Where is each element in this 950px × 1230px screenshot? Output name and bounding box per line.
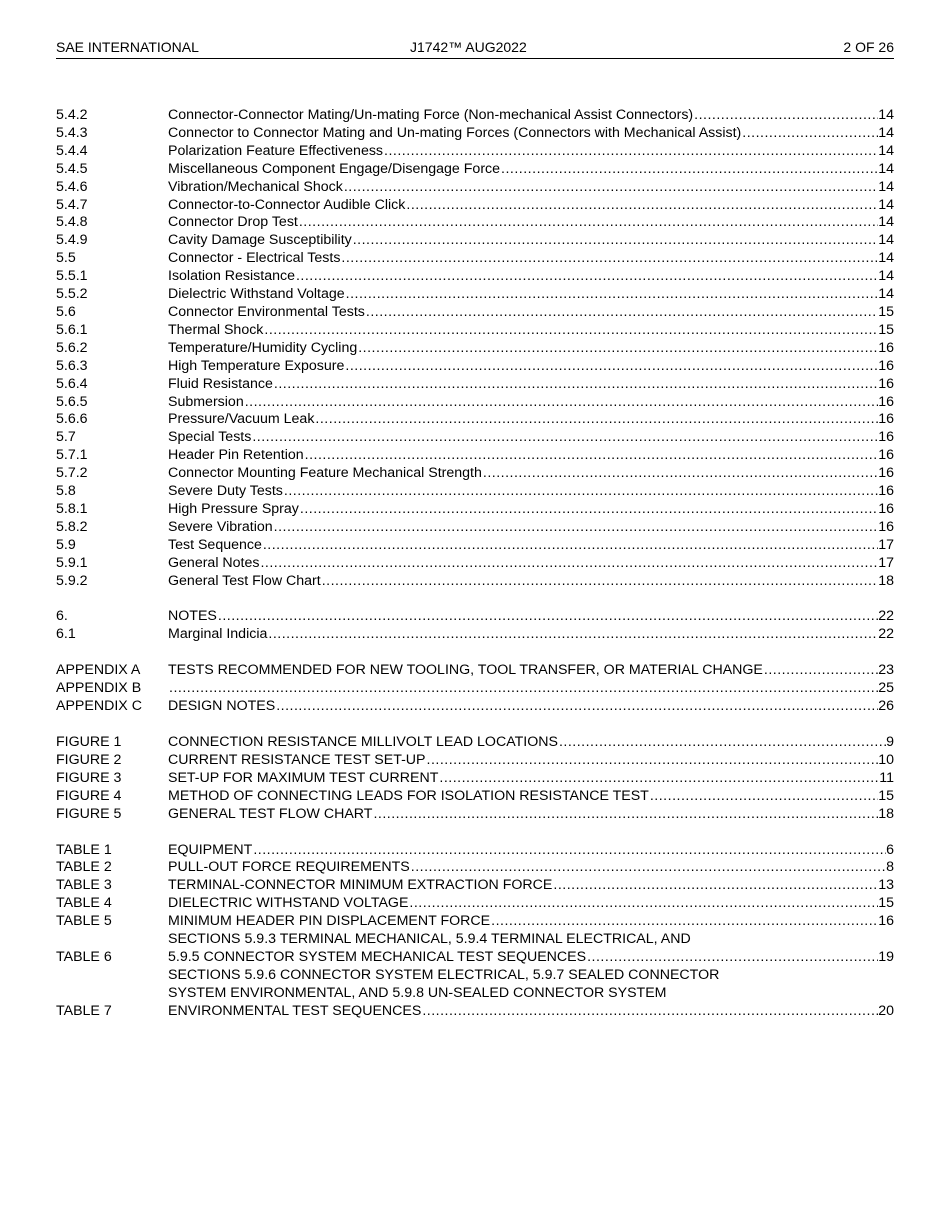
dot-leader xyxy=(244,394,879,412)
toc-entry-number: 5.4.5 xyxy=(56,160,88,177)
toc-entry-number: FIGURE 1 xyxy=(56,734,122,750)
toc-entry-title: DIELECTRIC WITHSTAND VOLTAGE xyxy=(168,895,409,912)
toc-entry[interactable] xyxy=(56,788,894,806)
dot-leader xyxy=(383,143,878,161)
toc-entry-number: TABLE 4 xyxy=(56,895,112,912)
toc-entry-title: Test Sequence xyxy=(168,536,262,553)
toc-entry-number: TABLE 1 xyxy=(56,841,112,858)
dot-leader xyxy=(314,411,878,429)
dot-leader xyxy=(552,877,878,895)
toc-entry[interactable] xyxy=(56,358,894,376)
toc-entry[interactable] xyxy=(56,573,894,591)
toc-entry-number: APPENDIX C xyxy=(56,698,142,715)
toc-entry-number: TABLE 2 xyxy=(56,859,112,876)
toc-entry[interactable] xyxy=(56,698,894,716)
toc-entry-number: 5.6.6 xyxy=(56,411,88,428)
dot-leader xyxy=(405,197,878,215)
toc-entry[interactable] xyxy=(56,376,894,394)
toc-entry-title: Special Tests xyxy=(168,429,252,446)
toc-entry-number: 5.7.1 xyxy=(56,447,88,464)
toc-entry[interactable] xyxy=(56,429,894,447)
dot-leader xyxy=(343,179,878,197)
toc-entry-page: 16 xyxy=(878,518,894,535)
toc-entry-page: 17 xyxy=(878,554,894,571)
toc-entry-title: Cavity Damage Susceptibility xyxy=(168,232,352,249)
toc-entry[interactable] xyxy=(56,877,894,895)
toc-entry-page: 8 xyxy=(886,859,894,876)
running-header xyxy=(56,38,894,59)
toc-entry-number: 5.5.2 xyxy=(56,286,88,303)
toc-entry[interactable] xyxy=(56,680,894,698)
toc-entry[interactable] xyxy=(56,322,894,340)
dot-leader xyxy=(558,734,886,752)
toc-entry[interactable] xyxy=(56,143,894,161)
toc-entry-number: 5.6.2 xyxy=(56,339,88,356)
toc-entry-page: 14 xyxy=(878,196,894,213)
toc-entry-number: 5.9.2 xyxy=(56,572,88,589)
toc-entry[interactable] xyxy=(56,340,894,358)
toc-entry-title: GENERAL TEST FLOW CHART xyxy=(168,805,373,822)
toc-entry-page: 16 xyxy=(878,465,894,482)
dot-leader xyxy=(251,429,878,447)
toc-entry[interactable] xyxy=(56,859,894,877)
dot-leader xyxy=(741,125,878,143)
toc-entry-number: 5.4.3 xyxy=(56,124,88,141)
dot-leader xyxy=(262,537,878,555)
toc-entry-title: Dielectric Withstand Voltage xyxy=(168,286,345,303)
toc-entry[interactable] xyxy=(56,967,894,1021)
toc-entry-title: EQUIPMENT xyxy=(168,841,253,858)
toc-entry[interactable] xyxy=(56,394,894,412)
toc-entry[interactable] xyxy=(56,806,894,824)
toc-entry-number: APPENDIX B xyxy=(56,680,142,697)
toc-entry-title-line: SECTIONS 5.9.6 CONNECTOR SYSTEM ELECTRICAL, 5.9.7 SEALED CONNECTOR xyxy=(168,966,720,983)
dot-leader xyxy=(372,806,878,824)
toc-entry-title: PULL-OUT FORCE REQUIREMENTS xyxy=(168,859,410,876)
dot-leader xyxy=(298,214,878,232)
dot-leader xyxy=(490,913,878,931)
toc-entry-title: High Pressure Spray xyxy=(168,500,299,517)
toc-entry-title: TERMINAL-CONNECTOR MINIMUM EXTRACTION FORCE xyxy=(168,877,553,894)
toc-entry-page: 18 xyxy=(878,805,894,822)
toc-entry[interactable] xyxy=(56,304,894,322)
toc-entry-title: Thermal Shock xyxy=(168,321,264,338)
toc-entry[interactable] xyxy=(56,895,894,913)
toc-entry-title: General Notes xyxy=(168,554,260,571)
toc-entry-title: Temperature/Humidity Cycling xyxy=(168,339,358,356)
toc-entry[interactable] xyxy=(56,268,894,286)
toc-entry-page: 14 xyxy=(878,250,894,267)
toc-group-appendices xyxy=(56,662,894,716)
toc-entry[interactable] xyxy=(56,537,894,555)
toc-entry-page: 6 xyxy=(886,841,894,858)
toc-entry-number: 5.9.1 xyxy=(56,554,88,571)
toc-entry-title: Connector Environmental Tests xyxy=(168,303,365,320)
toc-entry-page: 14 xyxy=(878,142,894,159)
toc-entry-title: Miscellaneous Component Engage/Disengage Force xyxy=(168,160,501,177)
toc-entry-title: DESIGN NOTES xyxy=(168,698,276,715)
toc-entry-title: Severe Duty Tests xyxy=(168,483,283,500)
toc-entry-page: 14 xyxy=(878,286,894,303)
toc-entry-page: 16 xyxy=(878,447,894,464)
toc-entry-page: 15 xyxy=(878,321,894,338)
toc-entry[interactable] xyxy=(56,161,894,179)
toc-entry-title: MINIMUM HEADER PIN DISPLACEMENT FORCE xyxy=(168,913,491,930)
toc-entry-number: FIGURE 2 xyxy=(56,751,122,768)
toc-entry[interactable] xyxy=(56,519,894,537)
toc-entry-page: 26 xyxy=(878,698,894,715)
toc-entry-page: 11 xyxy=(879,769,894,786)
toc-entry-page: 10 xyxy=(878,751,894,768)
dot-leader xyxy=(321,573,879,591)
toc-entry-title-line: SYSTEM ENVIRONMENTAL, AND 5.9.8 UN-SEALED CONNECTOR SYSTEM xyxy=(168,984,667,1001)
toc-entry-page: 9 xyxy=(886,734,894,750)
toc-entry[interactable] xyxy=(56,179,894,197)
toc-entry[interactable] xyxy=(56,214,894,232)
table-of-contents xyxy=(56,107,894,1039)
toc-entry-title: Connector Mounting Feature Mechanical Strength xyxy=(168,465,482,482)
toc-entry-page: 25 xyxy=(878,680,894,697)
toc-entry-number: APPENDIX A xyxy=(56,662,141,679)
toc-entry-number: FIGURE 3 xyxy=(56,769,122,786)
toc-entry[interactable] xyxy=(56,411,894,429)
toc-entry-number: 5.6 xyxy=(56,303,76,320)
dot-leader xyxy=(263,322,878,340)
toc-entry-number: 5.8.2 xyxy=(56,518,88,535)
toc-entry-title: Connector-Connector Mating/Un-mating Force (Non-mechanical Assist Connectors) xyxy=(168,107,694,123)
toc-entry[interactable] xyxy=(56,250,894,268)
toc-entry-number: FIGURE 5 xyxy=(56,805,122,822)
toc-entry[interactable] xyxy=(56,931,894,967)
toc-entry-page: 20 xyxy=(878,1002,894,1019)
toc-entry-number: 5.5.1 xyxy=(56,268,88,285)
toc-entry-title: Submersion xyxy=(168,393,244,410)
toc-group-figures xyxy=(56,734,894,824)
toc-group-notes xyxy=(56,608,894,644)
toc-entry[interactable] xyxy=(56,662,894,680)
toc-entry-title: Connector - Electrical Tests xyxy=(168,250,341,267)
dot-leader xyxy=(217,608,878,626)
dot-leader xyxy=(283,483,878,501)
dot-leader xyxy=(693,107,878,125)
toc-entry-number: 5.6.4 xyxy=(56,375,88,392)
toc-entry-title: ENVIRONMENTAL TEST SEQUENCES xyxy=(168,1002,422,1019)
toc-entry-number: 5.6.5 xyxy=(56,393,88,410)
dot-leader xyxy=(408,895,878,913)
toc-entry-page: 14 xyxy=(878,232,894,249)
dot-leader xyxy=(500,161,878,179)
toc-entry[interactable] xyxy=(56,555,894,573)
dot-leader xyxy=(340,250,878,268)
toc-entry[interactable] xyxy=(56,913,894,931)
toc-entry-number: 5.8 xyxy=(56,483,76,500)
toc-entry[interactable] xyxy=(56,842,894,860)
dot-leader xyxy=(252,842,886,860)
toc-entry-title: Header Pin Retention xyxy=(168,447,304,464)
toc-entry-number: 5.4.7 xyxy=(56,196,88,213)
toc-entry-number: 5.4.6 xyxy=(56,178,88,195)
header-organization: SAE INTERNATIONAL xyxy=(56,39,199,55)
toc-entry-title: Connector-to-Connector Audible Click xyxy=(168,196,406,213)
toc-entry-number: 5.4.8 xyxy=(56,214,88,231)
dot-leader xyxy=(267,626,878,644)
toc-entry-title: TESTS RECOMMENDED FOR NEW TOOLING, TOOL TRANSFER, OR MATERIAL CHANGE xyxy=(168,662,763,679)
toc-entry-page: 19 xyxy=(878,948,894,965)
toc-entry[interactable] xyxy=(56,608,894,626)
toc-entry-number: TABLE 3 xyxy=(56,877,112,894)
dot-leader xyxy=(273,519,879,537)
dot-leader xyxy=(345,286,879,304)
toc-entry-page: 15 xyxy=(878,787,894,804)
toc-entry-title: Isolation Resistance xyxy=(168,268,295,285)
toc-entry-number: FIGURE 4 xyxy=(56,787,122,804)
toc-entry-title: High Temperature Exposure xyxy=(168,357,345,374)
toc-group-sections xyxy=(56,107,894,590)
toc-entry-title-line: SECTIONS 5.9.3 TERMINAL MECHANICAL, 5.9.4 TERMINAL ELECTRICAL, AND xyxy=(168,931,691,948)
dot-leader xyxy=(275,698,878,716)
toc-entry-title: Marginal Indicia xyxy=(168,626,268,643)
toc-entry-page: 15 xyxy=(878,303,894,320)
dot-leader xyxy=(304,447,879,465)
toc-entry-title: 5.9.5 CONNECTOR SYSTEM MECHANICAL TEST SEQUENCES xyxy=(168,948,587,965)
toc-entry[interactable] xyxy=(56,232,894,250)
toc-entry-page: 16 xyxy=(878,913,894,930)
toc-entry[interactable] xyxy=(56,125,894,143)
dot-leader xyxy=(421,1003,878,1021)
toc-entry-number: 6. xyxy=(56,608,68,625)
dot-leader xyxy=(344,358,878,376)
toc-entry-title: SET-UP FOR MAXIMUM TEST CURRENT xyxy=(168,769,439,786)
toc-entry-page: 18 xyxy=(878,572,894,589)
dot-leader xyxy=(295,268,878,286)
toc-entry-title: Pressure/Vacuum Leak xyxy=(168,411,315,428)
toc-entry[interactable] xyxy=(56,447,894,465)
dot-leader xyxy=(410,859,886,877)
dot-leader xyxy=(357,340,878,358)
toc-entry-number: 5.5 xyxy=(56,250,76,267)
toc-entry-number: 5.4.4 xyxy=(56,142,88,159)
toc-entry-number: 5.6.3 xyxy=(56,357,88,374)
dot-leader xyxy=(299,501,878,519)
toc-entry[interactable] xyxy=(56,752,894,770)
header-document-id: J1742™ AUG2022 xyxy=(410,39,527,55)
toc-entry-title: Connector to Connector Mating and Un-mating Forces (Connectors with Mechanical Assist) xyxy=(168,124,742,141)
toc-entry-number: 5.4.2 xyxy=(56,107,88,123)
dot-leader xyxy=(352,232,878,250)
toc-entry-title: NOTES xyxy=(168,608,217,625)
toc-entry-number: 5.7 xyxy=(56,429,76,446)
toc-entry-page: 14 xyxy=(878,214,894,231)
toc-entry-page: 16 xyxy=(878,357,894,374)
toc-entry-page: 16 xyxy=(878,500,894,517)
toc-entry-number: 5.8.1 xyxy=(56,500,88,517)
dot-leader xyxy=(426,752,879,770)
toc-entry[interactable] xyxy=(56,483,894,501)
toc-entry[interactable] xyxy=(56,734,894,752)
toc-entry-page: 14 xyxy=(878,268,894,285)
toc-entry-number: TABLE 6 xyxy=(56,948,112,965)
toc-entry-title: CONNECTION RESISTANCE MILLIVOLT LEAD LOCATIONS xyxy=(168,734,558,750)
toc-entry[interactable] xyxy=(56,197,894,215)
dot-leader xyxy=(365,304,878,322)
toc-entry-page: 14 xyxy=(878,107,894,123)
toc-entry-number: 5.4.9 xyxy=(56,232,88,249)
toc-entry-title: General Test Flow Chart xyxy=(168,572,321,589)
toc-entry-title: Severe Vibration xyxy=(168,518,273,535)
toc-entry[interactable] xyxy=(56,770,894,788)
dot-leader xyxy=(273,376,878,394)
toc-entry-page: 14 xyxy=(878,124,894,141)
toc-entry-title: Vibration/Mechanical Shock xyxy=(168,178,343,195)
dot-leader xyxy=(168,680,878,698)
toc-entry[interactable] xyxy=(56,465,894,483)
dot-leader xyxy=(438,770,879,788)
toc-entry-number: TABLE 7 xyxy=(56,1002,112,1019)
toc-entry[interactable] xyxy=(56,626,894,644)
toc-entry-page: 15 xyxy=(878,895,894,912)
dot-leader xyxy=(586,949,878,967)
toc-group-tables xyxy=(56,842,894,1021)
dot-leader xyxy=(482,465,878,483)
toc-entry-number: 5.9 xyxy=(56,536,76,553)
toc-entry-title: Fluid Resistance xyxy=(168,375,273,392)
toc-entry-page: 16 xyxy=(878,375,894,392)
toc-entry-number: TABLE 5 xyxy=(56,913,112,930)
toc-entry-number: 5.7.2 xyxy=(56,465,88,482)
dot-leader xyxy=(259,555,878,573)
toc-entry-number: 6.1 xyxy=(56,626,76,643)
toc-entry-page: 16 xyxy=(878,429,894,446)
toc-entry-page: 14 xyxy=(878,178,894,195)
toc-entry-title: CURRENT RESISTANCE TEST SET-UP xyxy=(168,751,426,768)
toc-entry-page: 13 xyxy=(878,877,894,894)
toc-entry[interactable] xyxy=(56,501,894,519)
dot-leader xyxy=(649,788,878,806)
toc-entry[interactable] xyxy=(56,286,894,304)
toc-entry-page: 16 xyxy=(878,393,894,410)
toc-entry[interactable] xyxy=(56,107,894,125)
dot-leader xyxy=(763,662,878,680)
header-page-number: 2 OF 26 xyxy=(843,39,894,55)
toc-entry-page: 22 xyxy=(878,608,894,625)
toc-entry-title: Connector Drop Test xyxy=(168,214,298,231)
toc-entry-title: METHOD OF CONNECTING LEADS FOR ISOLATION RESISTANCE TEST xyxy=(168,787,649,804)
toc-entry-page: 16 xyxy=(878,411,894,428)
toc-entry-number: 5.6.1 xyxy=(56,321,88,338)
toc-entry-page: 16 xyxy=(878,339,894,356)
toc-entry-page: 23 xyxy=(878,662,894,679)
toc-entry-page: 14 xyxy=(878,160,894,177)
toc-entry-title: Polarization Feature Effectiveness xyxy=(168,142,384,159)
toc-entry-page: 17 xyxy=(878,536,894,553)
toc-entry-page: 22 xyxy=(878,626,894,643)
toc-entry-page: 16 xyxy=(878,483,894,500)
